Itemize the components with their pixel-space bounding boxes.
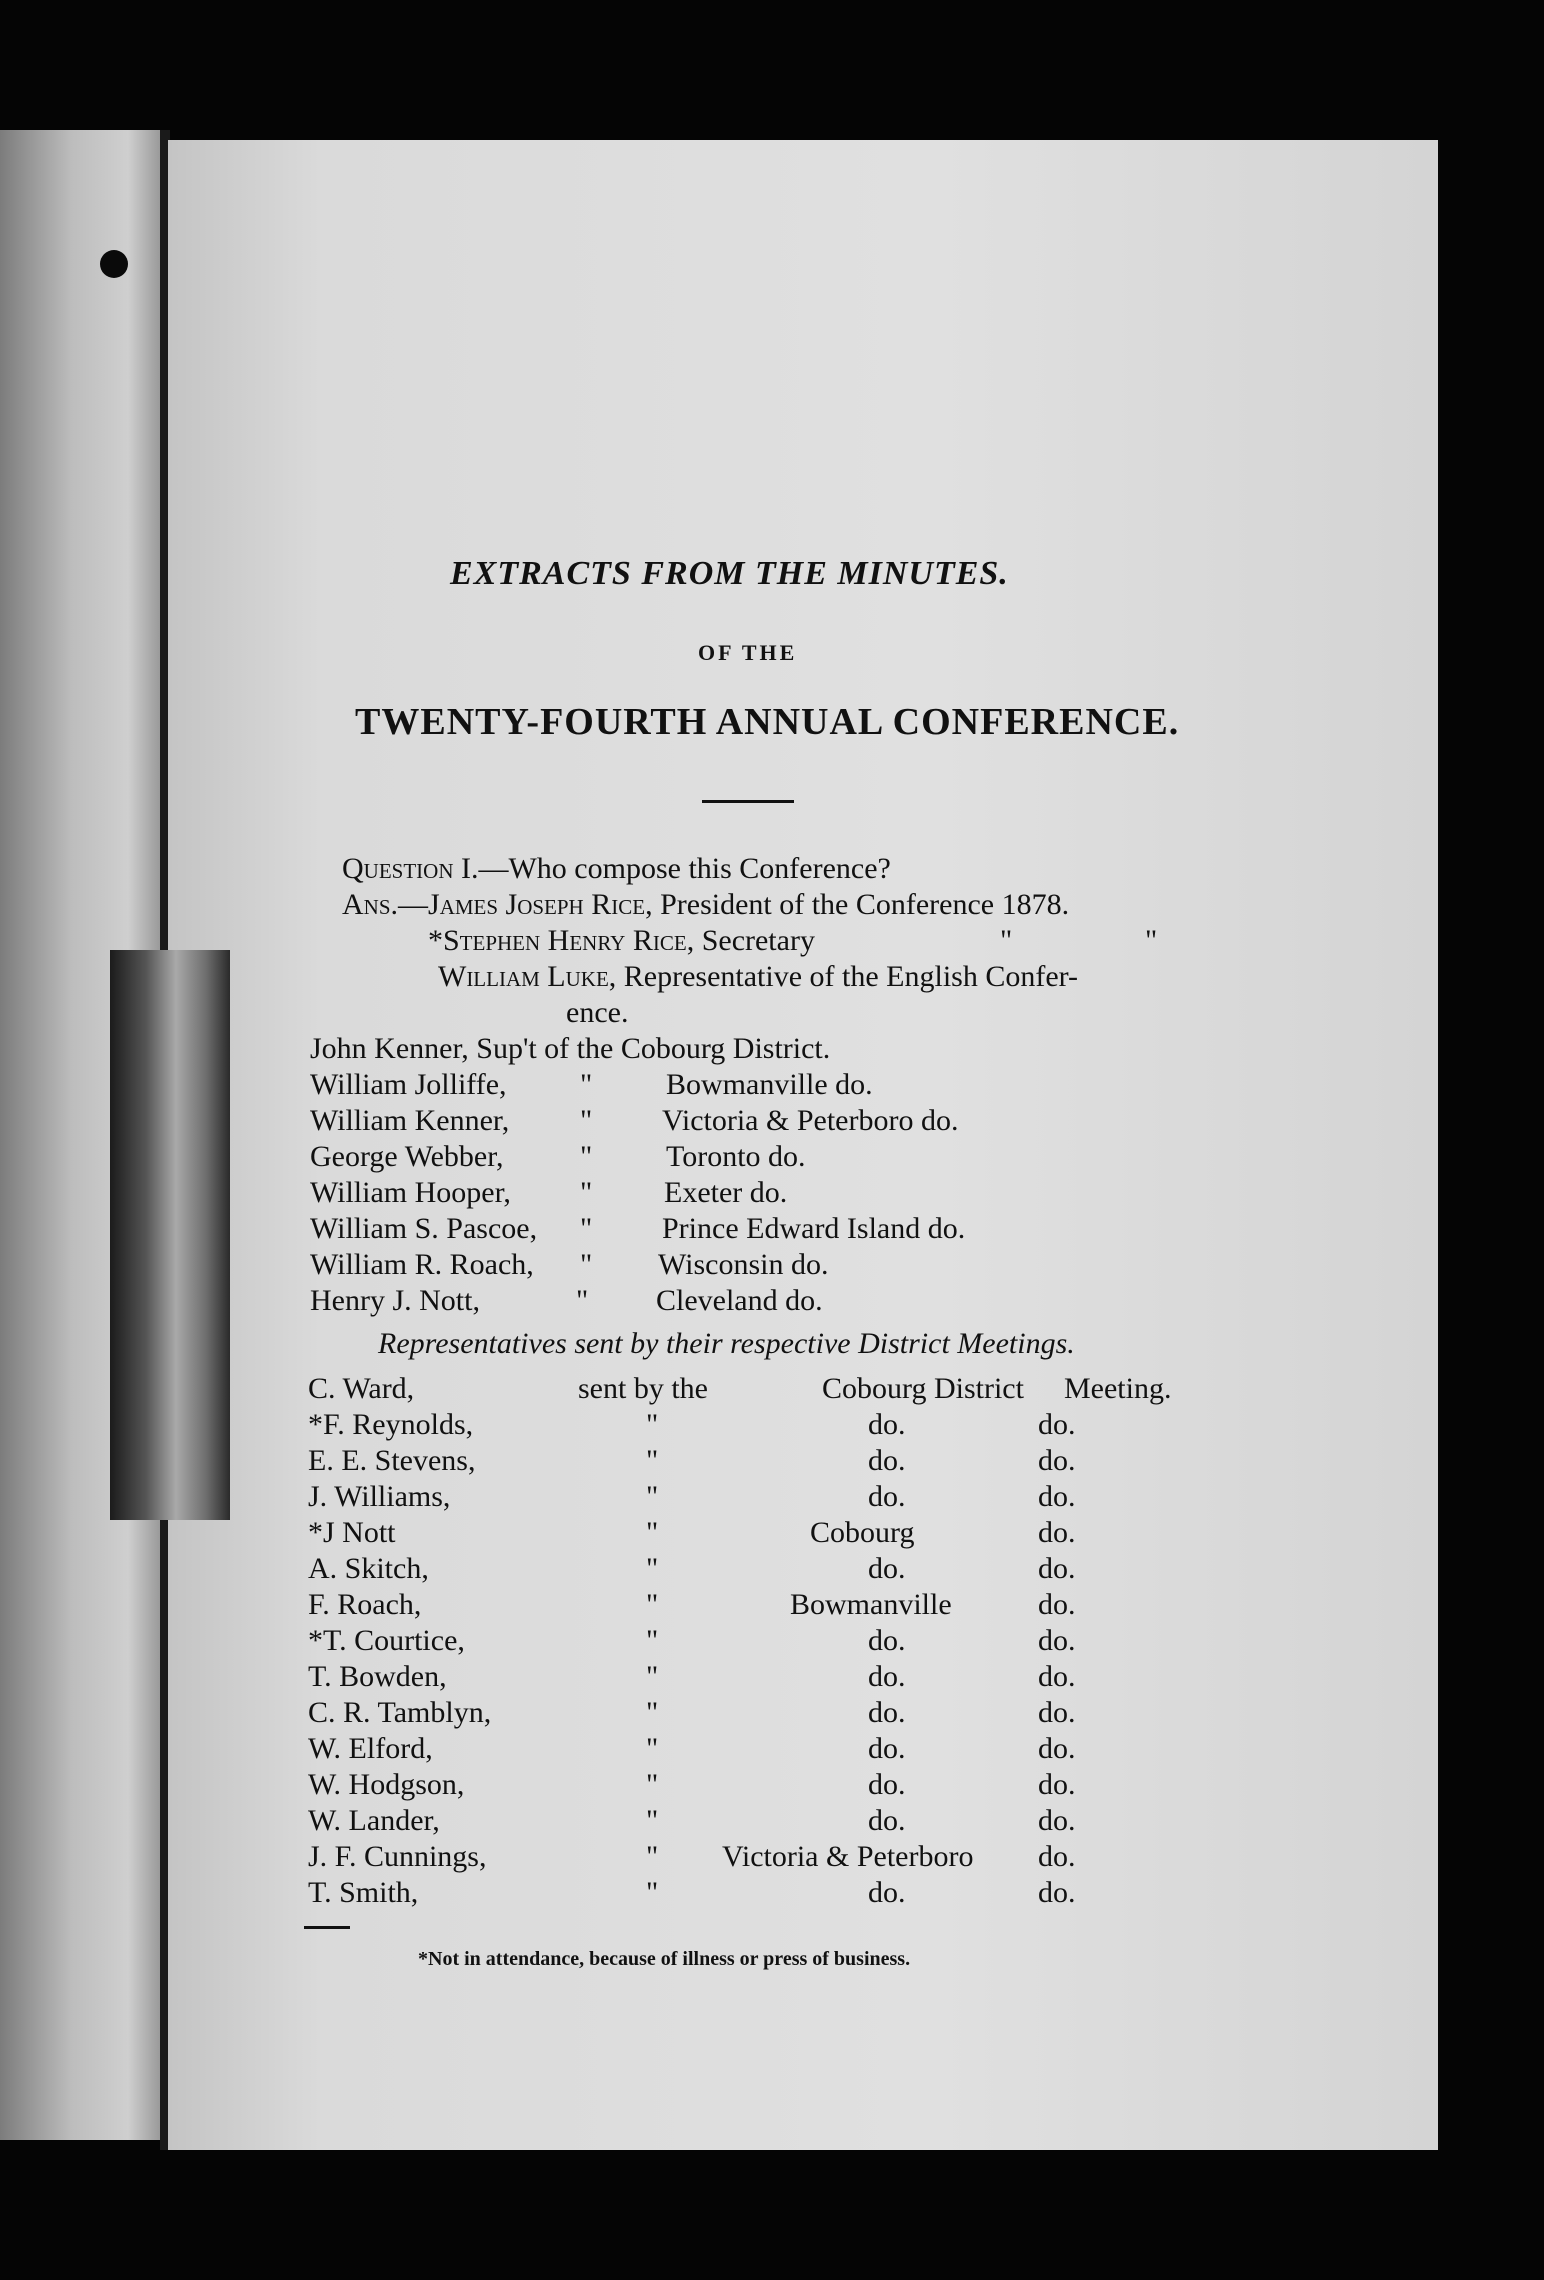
superintendent-district: Bowmanville do. (666, 1068, 873, 1101)
conference-title: TWENTY-FOURTH ANNUAL CONFERENCE. (355, 701, 1180, 743)
rep-name: *J Nott (308, 1516, 396, 1549)
rep-district: do. (868, 1732, 906, 1765)
rep-meeting: do. (1038, 1696, 1076, 1729)
president-role: , President of the Conference 1878. (645, 888, 1070, 921)
rep-sent: " (646, 1840, 659, 1873)
rep-sent: " (646, 1552, 659, 1585)
ditto-mark: " (1145, 924, 1158, 957)
document-title: EXTRACTS FROM THE MINUTES. (450, 555, 1009, 592)
rep-sent: " (646, 1696, 659, 1729)
rep-sent: " (646, 1444, 659, 1477)
rep-sent: sent by the (578, 1372, 708, 1405)
answer-line-secretary (428, 924, 815, 958)
answer-line-representative (438, 960, 1078, 994)
superintendent-district: Exeter do. (664, 1176, 788, 1209)
ditto-mark: " (580, 1176, 593, 1209)
rep-district: do. (868, 1696, 906, 1729)
rep-district: do. (868, 1768, 906, 1801)
rep-name: W. Lander, (308, 1804, 440, 1837)
representative-role: , Representative of the English Confer- (608, 960, 1079, 993)
superintendent-row: John Kenner, Sup't of the Cobourg District. (310, 1032, 831, 1065)
rep-district: do. (868, 1876, 906, 1909)
rep-name: J. F. Cunnings, (308, 1840, 487, 1873)
rep-meeting: do. (1038, 1624, 1076, 1657)
subtitle-of-the: OF THE (698, 640, 798, 665)
rep-meeting: do. (1038, 1516, 1076, 1549)
rep-meeting: do. (1038, 1480, 1076, 1513)
superintendent-name: William Hooper, (310, 1176, 511, 1209)
rep-district: do. (868, 1660, 906, 1693)
title-rule (702, 800, 794, 803)
rep-sent: " (646, 1768, 659, 1801)
rep-sent: " (646, 1732, 659, 1765)
ditto-mark: " (580, 1248, 593, 1281)
rep-sent: " (646, 1624, 659, 1657)
rep-district: do. (868, 1624, 906, 1657)
question-line (342, 852, 891, 886)
rep-meeting: do. (1038, 1444, 1076, 1477)
superintendent-district: Wisconsin do. (658, 1248, 829, 1281)
superintendent-district: Victoria & Peterboro do. (662, 1104, 959, 1137)
president-name: James Joseph Rice (428, 888, 646, 921)
rep-meeting: do. (1038, 1552, 1076, 1585)
ditto-mark: " (580, 1212, 593, 1245)
rep-district: Victoria & Peterboro (722, 1840, 974, 1873)
rep-district: Cobourg District (822, 1372, 1024, 1405)
superintendent-name: George Webber, (310, 1140, 504, 1173)
superintendent-name: William Kenner, (310, 1104, 510, 1137)
rep-meeting: do. (1038, 1876, 1076, 1909)
rep-district: do. (868, 1444, 906, 1477)
superintendent-name: William S. Pascoe, (310, 1212, 538, 1245)
ditto-mark: " (580, 1068, 593, 1101)
superintendent-district: Prince Edward Island do. (662, 1212, 966, 1245)
rep-meeting: do. (1038, 1588, 1076, 1621)
rep-district: Bowmanville (790, 1588, 952, 1621)
superintendent-district: Cleveland do. (656, 1284, 823, 1317)
ditto-mark: " (580, 1140, 593, 1173)
question-label: Question I. (342, 852, 479, 885)
rep-sent: " (646, 1660, 659, 1693)
rep-meeting: do. (1038, 1768, 1076, 1801)
rep-sent: " (646, 1876, 659, 1909)
superintendent-district: Toronto do. (666, 1140, 806, 1173)
rep-name: E. E. Stevens, (308, 1444, 476, 1477)
representative-role-continued: ence. (566, 996, 629, 1029)
rep-meeting: do. (1038, 1840, 1076, 1873)
rep-name: F. Roach, (308, 1588, 422, 1621)
rep-sent: " (646, 1408, 659, 1441)
rep-district: do. (868, 1552, 906, 1585)
superintendent-name: William R. Roach, (310, 1248, 534, 1281)
answer-line-president: Ans.—James Joseph Rice, President of the Conference 1878. (342, 888, 1070, 921)
rep-district: Cobourg (810, 1516, 915, 1549)
rep-name: W. Hodgson, (308, 1768, 465, 1801)
rep-name: C. Ward, (308, 1372, 415, 1405)
rep-district: do. (868, 1408, 906, 1441)
question-text: —Who compose this Conference? (478, 852, 891, 885)
answer-label: Ans. (342, 888, 399, 921)
rep-meeting: do. (1038, 1732, 1076, 1765)
rep-sent: " (646, 1588, 659, 1621)
representatives-heading: Representatives sent by their respective District Meetings. (378, 1327, 1075, 1360)
rep-sent: " (646, 1804, 659, 1837)
rep-meeting: Meeting. (1064, 1372, 1172, 1405)
binding-hole (100, 250, 128, 278)
ditto-mark: " (1000, 924, 1013, 957)
rep-name: J. Williams, (308, 1480, 451, 1513)
representative-name: William Luke (438, 960, 609, 993)
rep-name: T. Bowden, (308, 1660, 447, 1693)
rep-name: *T. Courtice, (308, 1624, 465, 1657)
rep-meeting: do. (1038, 1804, 1076, 1837)
rep-meeting: do. (1038, 1660, 1076, 1693)
rep-name: T. Smith, (308, 1876, 419, 1909)
superintendent-name: William Jolliffe, (310, 1068, 507, 1101)
ditto-mark: " (580, 1104, 593, 1137)
footnote: *Not in attendance, because of illness or press of business. (418, 1948, 911, 1970)
superintendent-name: Henry J. Nott, (310, 1284, 480, 1317)
secretary-role: , Secretary (686, 924, 815, 957)
rep-name: A. Skitch, (308, 1552, 429, 1585)
rep-name: W. Elford, (308, 1732, 433, 1765)
binding-tape (110, 950, 230, 1520)
rep-district: do. (868, 1480, 906, 1513)
rep-sent: " (646, 1480, 659, 1513)
rep-name: *F. Reynolds, (308, 1408, 474, 1441)
rep-meeting: do. (1038, 1408, 1076, 1441)
rep-sent: " (646, 1516, 659, 1549)
secretary-name: *Stephen Henry Rice (428, 924, 687, 957)
rep-name: C. R. Tamblyn, (308, 1696, 492, 1729)
rep-district: do. (868, 1804, 906, 1837)
footnote-rule (304, 1926, 350, 1929)
ditto-mark: " (576, 1284, 589, 1317)
